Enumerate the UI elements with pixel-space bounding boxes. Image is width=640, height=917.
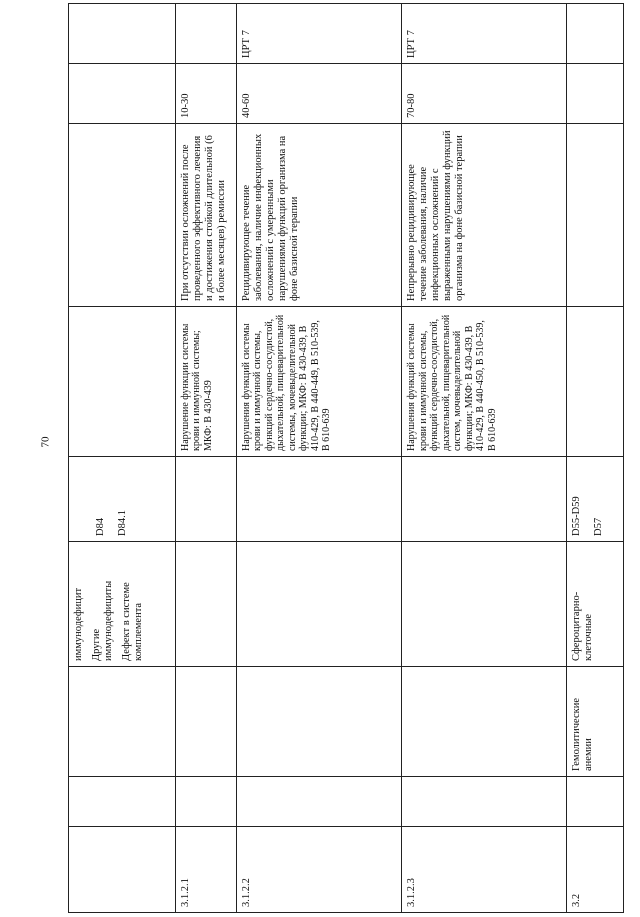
icd-code: D57 xyxy=(593,517,605,536)
table-row xyxy=(402,4,567,913)
classification-table xyxy=(68,3,624,913)
criteria-cell xyxy=(567,124,624,307)
icd-code-cell xyxy=(402,457,567,542)
row-number-cell: 3.1.2.1 xyxy=(175,827,236,913)
class-cell xyxy=(69,777,176,827)
row-number-cell: 3.2 xyxy=(567,827,624,913)
table-row xyxy=(236,4,401,913)
disease-name: Сфероцитарно-клеточные xyxy=(571,591,595,661)
percent-cell xyxy=(69,64,176,124)
disease-group-cell xyxy=(69,667,176,777)
disease-name-cell xyxy=(567,542,624,667)
disease-group-cell xyxy=(236,667,401,777)
disease-group-cell xyxy=(402,667,567,777)
rotated-table-wrapper xyxy=(68,4,624,913)
table-row xyxy=(175,4,236,913)
icd-code: D84.1 xyxy=(117,510,129,536)
note-cell xyxy=(69,4,176,64)
impairment-cell xyxy=(567,307,624,457)
row-number-cell: 3.1.2.2 xyxy=(236,827,401,913)
disease-group-cell: Гемолитические анемии xyxy=(567,667,624,777)
disease-name: иммунодефицит xyxy=(73,587,84,661)
percent-cell: 40-60 xyxy=(236,64,401,124)
disease-name-cell xyxy=(402,542,567,667)
disease-name-cell xyxy=(69,542,176,667)
disease-name: Дефект в системе комплемента xyxy=(121,582,145,661)
class-cell xyxy=(175,777,236,827)
criteria-cell: При отсутствии осложнений после проведенного эффективного лечения и достижения стойкой длительной (6 и более месяцев) ремиссии xyxy=(175,124,236,307)
class-cell xyxy=(236,777,401,827)
criteria-cell: Непрерывно рецидивирующее течение заболевания, наличие инфекционных осложнений с выраженными нарушениями функций организма на фоне базисной терапии xyxy=(402,124,567,307)
percent-cell: 70-80 xyxy=(402,64,567,124)
percent-cell xyxy=(567,64,624,124)
class-cell xyxy=(567,777,624,827)
note-cell: ЦРТ 7 xyxy=(236,4,401,64)
icd-code xyxy=(73,462,85,536)
icd-code: D84 xyxy=(95,517,107,536)
criteria-cell xyxy=(69,124,176,307)
disease-name-cell xyxy=(175,542,236,667)
note-cell: ЦРТ 7 xyxy=(402,4,567,64)
impairment-cell: Нарушение функции системы крови и иммунной системы; МКФ: В 430-439 xyxy=(175,307,236,457)
row-number-cell xyxy=(69,827,176,913)
disease-name: Другие иммунодефициты xyxy=(91,580,115,661)
criteria-cell: Рецидивирующее течение заболевания, наличие инфекционных осложнений с умеренными нарушениями функций организма на фоне базисной терапии xyxy=(236,124,401,307)
percent-cell: 10-30 xyxy=(175,64,236,124)
icd-code: D55-D59 xyxy=(571,496,583,536)
class-cell xyxy=(402,777,567,827)
icd-code-cell xyxy=(236,457,401,542)
table-row xyxy=(69,4,176,913)
icd-code-cell xyxy=(69,457,176,542)
disease-name-cell xyxy=(236,542,401,667)
table-row xyxy=(567,4,624,913)
impairment-cell: Нарушения функций системы крови и иммунной системы, функций сердечно-сосудистой, дыхательной, пищеварительной системы, мочевыделительной функции; МКФ: В 430-439, В 410-429, В 440-449, В 510-539, В 610-639 xyxy=(236,307,401,457)
page-number: 70 xyxy=(39,436,52,448)
impairment-cell: Нарушения функций системы крови и иммунной системы, функций сердечно-сосудистой, дыхательной, пищеварительной систем, мочевыделительной функции; МКФ: В 430-439, В 410-429, В 440-450, В 510-539, В 610-639 xyxy=(402,307,567,457)
note-cell xyxy=(567,4,624,64)
note-cell xyxy=(175,4,236,64)
icd-code-cell xyxy=(175,457,236,542)
impairment-cell xyxy=(69,307,176,457)
disease-group-cell xyxy=(175,667,236,777)
icd-code-cell xyxy=(567,457,624,542)
row-number-cell: 3.1.2.3 xyxy=(402,827,567,913)
